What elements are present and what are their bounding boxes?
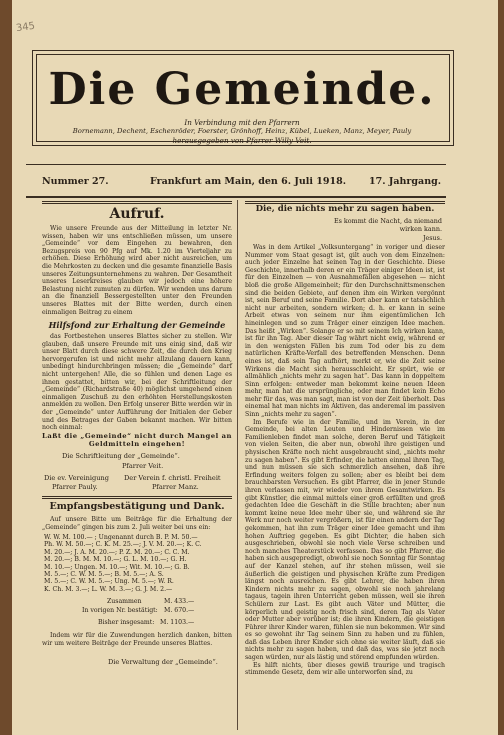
article-title: Die, die nichts mehr zu sagen haben. [255,204,435,214]
donation-line: M. 10.—; Ungen. M. 10.—; Wit. M. 10.—; G. B. [44,563,190,571]
column-divider [237,200,238,730]
issue-date: Frankfurt am Main, den 6. Juli 1918. [150,176,347,187]
donation-line: M. 20.—; B. M. M. 10.—; G. L. M. 10.—; G. H. [44,556,187,564]
thanks-signature: Die Verwaltung der „Gemeinde“. [108,658,218,666]
donation-line: W. W. M. 100.— ; Ungenannt durch B. P. M. 50.— [44,534,198,541]
sum-label: Zusammen [107,598,142,605]
issue-volume: 17. Jahrgang. [369,176,442,187]
newspaper-page [12,0,498,735]
issue-number: Nummer 27. [42,176,109,187]
signature-right-org: Der Verein f. christl. Freiheit [124,474,221,482]
hilfsfond-heading: Hilfsfond zur Erhaltung der Gemeinde [48,320,226,330]
donation-line: M. 5.—; C. W. M. 5.—; B. M. 5.—; A. S. [44,571,164,579]
hilfsfond-paragraph: das Fortbestehen unseres Blattes sicher zu stellen. Wir glauben, daß unsere Freunde mit uns einig sind, daß wir unser Blatt durch diese schwere Zeit, die durch den Krieg hervorgerufen ist und nicht mehr allzulang dauern kann, unbedingt hindurchbringen müssen; die „Gemeinde“ darf nicht untergehen! Alle, die so fühlen und denen Lage es ihnen gestattet, bitten wir, bei der Schriftleitung der „Gemeinde“ (Richardstraße 40) möglichst umgehend einen einmaligen Zuschuß zu den erhöhten Herstellungskosten anmelden zu wollen. Den Erfolg unserer Bitte werden wir in der „Gemeinde“ unter Aufführung der Initialen der Geber und des Betrages der Gaben bekannt machen. Wir bitten noch einmal: [42,333,232,432]
signature-right-name: Pfarrer Manz. [152,483,199,491]
signature-left-name: Pfarrer Pauly. [52,483,98,491]
donation-list [44,534,234,593]
donation-line: Ph. W. M. 50.—; C. K. M. 25.—; J. V. M. 20.—; K. C. [44,541,202,549]
donation-line: K. Ch. M. 3.—; L. W. M. 3.—; G. J. M. 2.— [44,585,173,593]
article-body: Was in dem Artikel „Volksuntergang“ in voriger und dieser Nummer vom Staat gesagt ist, gilt auch von dem Einzelnen: auch jeder Einzelne hat seinen Tag in der Geschichte. Diese Geschichte, innerhalb deren er ein Träger einiger Ideen ist, ist für den Einzelnen — von Ausnahmefällen abgesehen — nicht bloß die große Allgemeinheit; für den Durchschnittsmenschen sind die beiden Gebiete, auf denen ihm ein Wirken vergönnt ist, sein Beruf und seine Familie. Dort aber kann er tatsächlich nicht nur arbeiten, sondern wirken; d. h. er kann in seine Arbeit etwas von seinem nur ihm eigentümlichen Ich hineinlegen und so zum Träger einer einzigen Idee machen. Das heißt „Wirken“. Solange er so mit seinem Ich wirken kann, ist für ihn Tag. Aber dieser Tag währt nicht ewig, während er in den wenigsten Fällen bis zum Tod oder bis zu dem natürlichen Kräfte-Verfall des betreffenden Menschen. Denn eines ist, daß sein Tag aufhört, merkt er, wie die Zeit seine Wirkens die Macht sich herausschleicht. Er spürt, wie er allmählich „nichts mehr zu sagen hat“. Das kann in doppeltem Sinn erfolgen: entweder man bekommt keine neuen Ideen mehr, man hat die ursprüngliche, oder man findet kein Echo mehr für das, was man sagt, man ist von der Zeit überholt. Das einemal hat man nichts im Aktiven, das anderemal im passiven Sinn „nichts mehr zu sagen“. Im Berufe wie in der Familie, und im Verein, in der Gemeinde, bei alten Leuten und Hindernissen wie im Familienleben findet man solche, deren Beruf und Tätigkeit von vielen Seiten, die aber nun, obwohl ihre geistigen und physischen Kräfte noch nicht ausgebraucht sind, „nichts mehr zu sagen haben“. Es gibt Erfinder, die hatten einmal ihren Tag, und nun müssen sie sich schmerzlich ansehen, daß ihre Erfindung weiters folgen zu sollen; aber es bleibt bei dem brauchbarsten Versuchen. Es gibt Pfarrer, die in jener Stunde ihren verlassen mit, wir wieder von ihrem Gesamtwirken. Es gibt Künstler, die einmal mittels einer groß erfüllten und groß gedachten Idee die Geschäft in die Stille brachten; aber nun kommt keine neue Idee mehr über sie, und während sie ihr Werk nur noch weiter vergrößern, ist für einen andern der Tag gekommen, hat ihn zum Träger einer Idee gemacht und ihm hohen Auftrieg gegeben. Es gibt Dichter, die haben sich ausgeschrieben, obwohl sie noch viele Verse schreiben und noch manches Theaterstück verfassen. Das so gibt Pfarrer, die haben sich ausgepredigt, obwohl sie noch Sonntag für Sonntag auf der Kanzel stehen, auf ihr stehen müssen, weil sie äußerlich die geistigen und physischen Kräfte zum Predigen längst noch ausreichen. Es gibt Lehrer, die haben ihren Kindern nichts mehr zu sagen, obwohl sie noch jahrelang tagaus, tagein ihren Unterricht geben müssen, weil sie ihren Schülern zur Last. Es gibt auch Väter und Mütter, die körperlich und geistig noch frisch sind, deren Tag als Vater oder Mutter aber vorüber ist; die ihren Kindern, die geistigen Führer ihrer Kinder waren, fühlen sie nun bekommen. Wir sind es so gewohnt ihr Tag seinem Sinn zu haben und zu fühlen, daß das Leben ihrer Kinder sich ohne sie weiter läuft, daß sie nichts mehr zu sagen haben, und daß das, was sie jetzt noch sagen würden, nur als lästig und störend empfunden würden. Es hilft nichts, über dieses gewiß traurige und tragisch stimmende Gesetz, dem wir alle unterworfen sind, zu [245,244,445,677]
section-rule [42,201,232,204]
editor-name: Pfarrer Veit. [122,462,164,470]
dank-heading: Empfangsbestätigung und Dank. [49,501,225,512]
signature-left-org: Die ev. Vereinigung [44,474,109,482]
previous-label: In vorigen Nr. bestätigt: [82,607,158,614]
aufruf-heading: Aufruf. [109,206,165,222]
editor-signature: Die Schriftleitung der „Gemeinde“. [62,452,180,460]
header-rule [26,196,446,198]
total-value: M. 1103.— [160,619,195,626]
previous-value: M. 670.— [164,607,195,614]
thanks-paragraph: Indem wir für die Zuwendungen herzlich danken, bitten wir um weitere Beiträge der Freunde unseres Blattes. [42,632,232,647]
article-motto: Es kommt die Nacht, da niemand wirken kann. [333,217,442,233]
sum-value: M. 433.— [164,598,195,605]
top-rule [26,164,446,165]
motto-author: Jesus. [422,234,442,242]
appeal-line: Laßt die „Gemeinde“ nicht durch Mangel an Geldmitteln eingehen! [42,432,232,448]
masthead-title: Die Gemeinde. [48,64,436,115]
masthead-subtitle-3: herausgegeben von Pfarrer Willy Veit. [172,136,312,145]
pencil-annotation: 345 [15,20,36,35]
total-label: Bisher insgesamt: [98,619,155,626]
aufruf-paragraph: Wie unsere Freunde aus der Mitteilung in letzter Nr. wissen, haben wir uns entschließen müssen, um unsere „Gemeinde“ vor dem Eingehen zu bewahren, den Bezugspreis von 90 Pfg auf Mk. 1.20 im Vierteljahr zu erhöhen. Diese Erhöhung wird aber nicht ausreichen, um die Mehrkosten zu decken und die gesamte finanzielle Basis unseres Zeitungsunternehmens zu wahren. Der Gesamtheit unseres Leserkreises glauben wir jedoch eine höhere Belastung nicht zumuten zu dürfen. Wir wenden uns darum an die finanziell Bessergestellten unter den Freunden unseres Blattes mit der Bitte werden, durch einen einmaligen Beitrag zu einem [42,225,232,316]
dank-intro: Auf unsere Bitte um Beiträge für die Erhaltung der „Gemeinde“ gingen bis zum 2. Juli weiter bei uns ein: [42,516,232,531]
masthead-subtitle-2: Bornemann, Dechent, Eschenröder, Foerster, Grönhoff, Heinz, Kübel, Lueken, Manz, Meyer, Pauly [72,127,412,135]
section-rule [42,496,232,499]
donation-line: M. 20.—; J. A. M. 20.—; P. Z. M. 20.—; C. C. M. [44,548,190,556]
masthead-subtitle-1: In Verbindung mit den Pfarrern [184,118,300,127]
donation-line: M. 5.—; C. W. M. 5.—; Ung. M. 5.—; W. R. [44,578,174,586]
